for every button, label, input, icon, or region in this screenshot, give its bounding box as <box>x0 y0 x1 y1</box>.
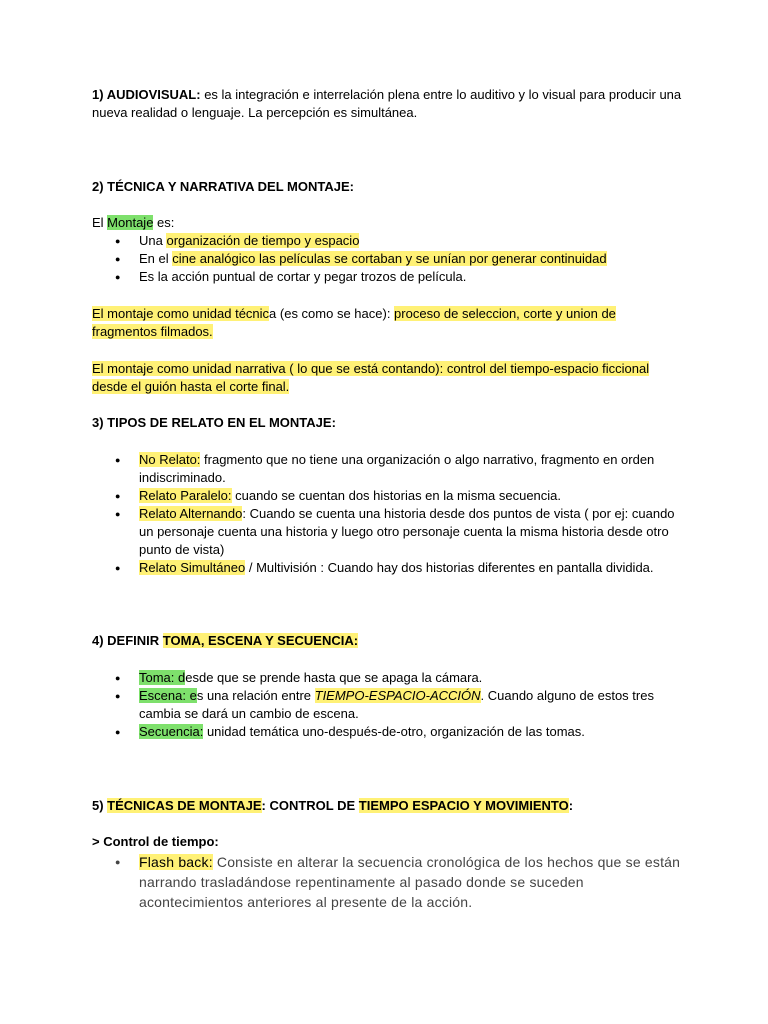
secuencia-label: Secuencia: <box>139 724 204 739</box>
heading-text: : CONTROL DE <box>261 798 359 813</box>
heading-highlight: TÉCNICAS DE MONTAJE <box>107 798 262 813</box>
flash-back-label: Flash back: <box>139 854 213 870</box>
heading-highlight: TOMA, ESCENA Y SECUENCIA: <box>162 633 359 648</box>
toma-text: esde que se prende hasta que se apaga la cámara. <box>185 670 483 685</box>
montaje-highlight: Montaje <box>107 215 154 230</box>
audiovisual-label: 1) AUDIOVISUAL: <box>92 87 201 102</box>
section-4-heading <box>92 632 682 650</box>
montaje-tecnica-paragraph <box>92 305 682 341</box>
control-tiempo-list <box>92 852 682 912</box>
item-highlight: cine analógico las películas se cortaban y se unían por generar continuidad <box>172 251 607 266</box>
narrativa-highlight: El montaje como unidad narrativa ( lo que se está contando): control del tiempo-espacio ficcional desde el guión hasta el corte final. <box>92 361 650 394</box>
relato-label: Relato Alternando <box>139 506 243 521</box>
section-audiovisual <box>92 86 682 122</box>
item-text: Es la acción puntual de cortar y pegar trozos de película. <box>139 269 467 284</box>
definitions-list <box>92 669 682 741</box>
tecnica-highlight: El montaje como unidad técnic <box>92 306 270 321</box>
item-highlight: organización de tiempo y espacio <box>166 233 360 248</box>
toma-label: Toma: d <box>139 670 186 685</box>
heading-text: 4) DEFINIR <box>92 633 163 648</box>
list-item <box>92 487 682 505</box>
list-item <box>92 505 682 559</box>
list-item <box>92 451 682 487</box>
tecnica-text: a (es como se hace): <box>269 306 395 321</box>
section-5-heading <box>92 797 682 815</box>
montaje-list <box>92 232 682 286</box>
audiovisual-text: es la integración e interrelación plena entre lo auditivo y lo visual para producir una nueva realidad o lenguaje. La percepción es simultánea. <box>92 87 682 120</box>
relato-label: No Relato: <box>139 452 201 467</box>
escena-text-end: . Cuando alguno de estos tres cambia se dará un cambio de escena. <box>139 688 654 721</box>
relato-text: cuando se cuentan dos historias en la misma secuencia. <box>231 488 562 503</box>
item-text: Una <box>139 233 167 248</box>
relato-text: : Cuando se cuenta una historia desde dos puntos de vista ( por ej: cuando un personaje cuenta una historia y luego otro personaje cuenta la misma historia desde otro punto de vista) <box>139 506 675 557</box>
relato-text: fragmento que no tiene una organización o algo narrativo, fragmento en orden indiscriminado. <box>139 452 655 485</box>
heading-text: : <box>568 798 574 813</box>
intro-text: El <box>92 215 108 230</box>
secuencia-text: unidad temática uno-después-de-otro, organización de las tomas. <box>203 724 585 739</box>
escena-label: Escena: e <box>139 688 197 703</box>
list-item <box>92 687 682 723</box>
intro-text-end: es: <box>153 215 175 230</box>
montaje-narrativa-paragraph <box>92 360 682 396</box>
heading-highlight: TIEMPO ESPACIO Y MOVIMIENTO <box>358 798 569 813</box>
relato-label: Relato Simultáneo <box>139 560 246 575</box>
flash-back-text: Consiste en alterar la secuencia cronológica de los hechos que se están narrando trasladándose repentinamente al pasado donde se suceden acontecimientos anteriores al presente de la acción. <box>139 854 681 910</box>
control-tiempo-subheading: > Control de tiempo: <box>92 834 219 849</box>
escena-text: s una relación entre <box>196 688 315 703</box>
tecnica-highlight-2: proceso de seleccion, corte y union de fragmentos filmados. <box>92 306 616 339</box>
escena-italic: TIEMPO-ESPACIO-ACCIÓN <box>314 688 481 703</box>
list-item <box>92 232 682 250</box>
section-3-heading: 3) TIPOS DE RELATO EN EL MONTAJE: <box>92 415 336 430</box>
item-text: En el <box>139 251 173 266</box>
list-item <box>92 268 682 286</box>
list-item <box>92 559 682 577</box>
heading-text: 5) <box>92 798 108 813</box>
list-item <box>92 852 682 912</box>
montaje-intro <box>92 214 682 232</box>
list-item <box>92 669 682 687</box>
relato-list <box>92 451 682 577</box>
section-2-heading: 2) TÉCNICA Y NARRATIVA DEL MONTAJE: <box>92 179 354 194</box>
relato-text: / Multivisión : Cuando hay dos historias diferentes en pantalla dividida. <box>245 560 654 575</box>
list-item <box>92 723 682 741</box>
relato-label: Relato Paralelo: <box>139 488 232 503</box>
list-item <box>92 250 682 268</box>
